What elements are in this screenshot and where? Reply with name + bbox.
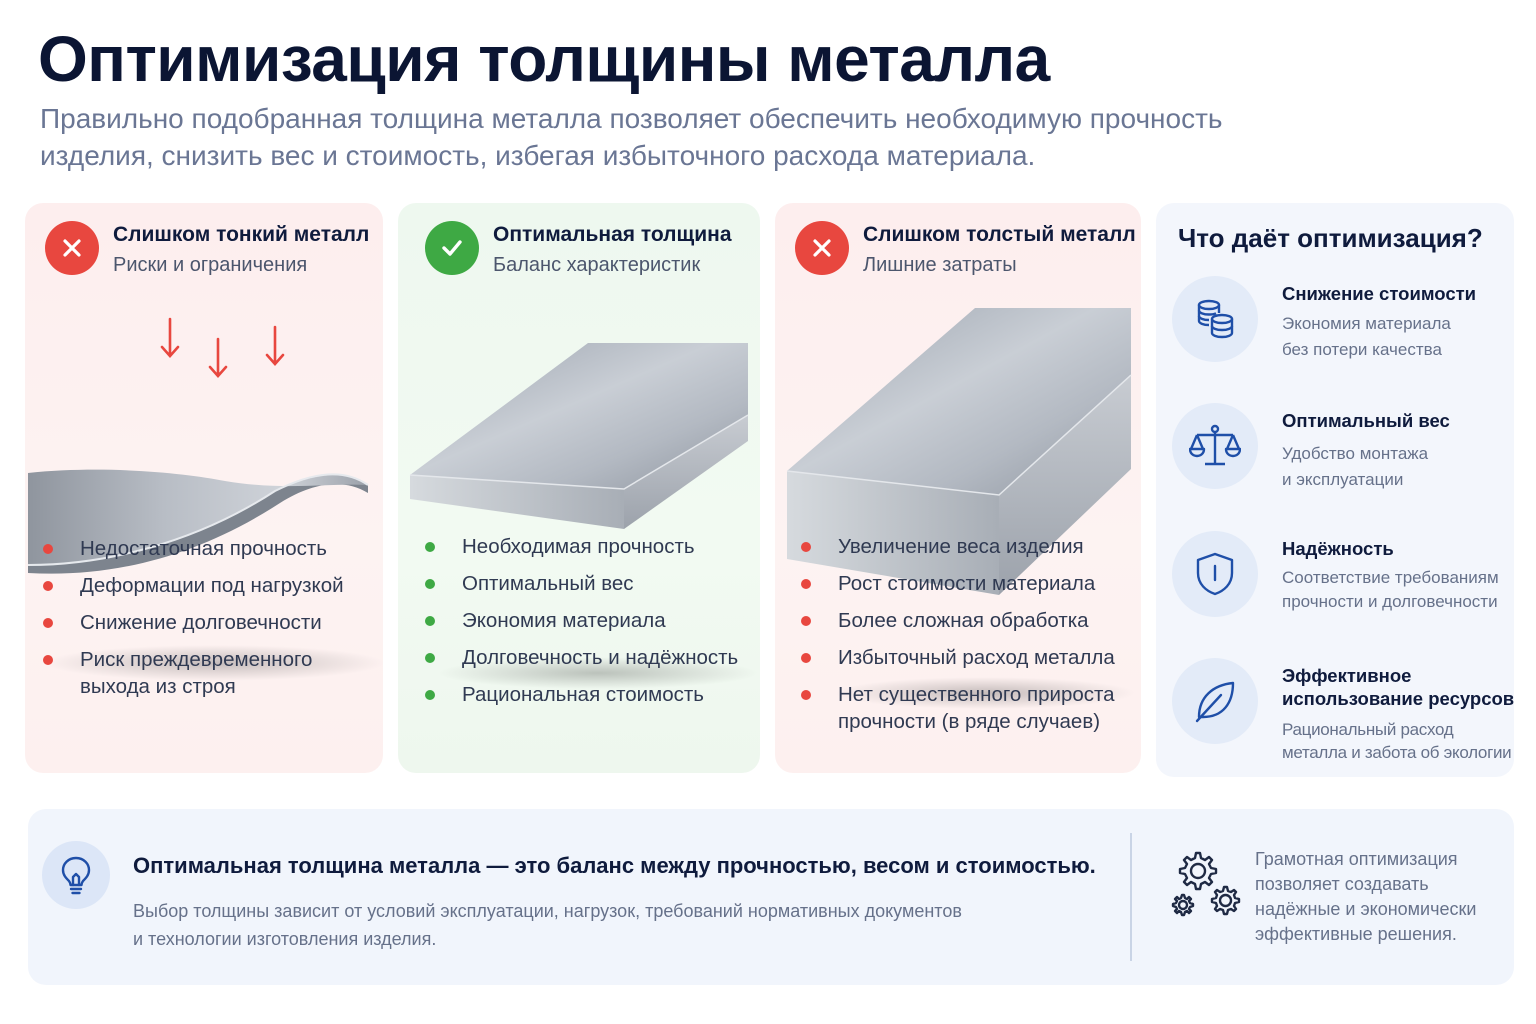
page-title: Оптимизация толщины металла	[38, 23, 1050, 95]
summary-right-text: Грамотная оптимизация позволяет создавать надёжные и экономически эффективные решения.	[1255, 849, 1477, 944]
bullet-list	[43, 535, 344, 710]
load-arrows	[162, 319, 283, 376]
list-item: Избыточный расход металла	[801, 644, 1115, 671]
list-item: Недостаточная прочность	[43, 535, 344, 562]
bullet-list	[425, 533, 738, 718]
bullet-list	[801, 533, 1115, 745]
benefit-title: Снижение стоимости	[1282, 283, 1477, 304]
card-header	[795, 221, 1136, 277]
lightbulb-icon	[42, 841, 110, 909]
list-item: Риск преждевременного выхода из строя	[43, 646, 344, 700]
card-header	[45, 221, 369, 277]
benefit-desc: Рациональный расход металла и забота об экологии	[1282, 720, 1512, 762]
cross-icon	[795, 221, 849, 275]
list-item: Деформации под нагрузкой	[43, 572, 344, 599]
card-title: Слишком тонкий металл	[113, 223, 370, 246]
list-item: Увеличение веса изделия	[801, 533, 1115, 560]
list-item: Нет существенного прироста прочности (в ряде случаев)	[801, 681, 1115, 735]
scales-icon	[1172, 403, 1258, 489]
card-header	[425, 221, 732, 277]
card-subtitle: Риски и ограничения	[113, 254, 308, 276]
benefit-title: Надёжность	[1282, 538, 1394, 559]
benefit-title: Эффективное использование ресурсов	[1282, 665, 1515, 709]
coins-icon	[1172, 276, 1258, 362]
card-title: Оптимальная толщина	[493, 223, 732, 246]
list-item: Долговечность и надёжность	[425, 644, 738, 671]
benefit-title: Оптимальный вес	[1282, 410, 1450, 431]
subtitle-line: изделия, снизить вес и стоимость, избегая избыточного расхода материала.	[40, 140, 1036, 171]
list-item: Более сложная обработка	[801, 607, 1115, 634]
benefit-desc: Соответствие требованиям прочности и долговечности	[1282, 568, 1499, 611]
summary-text: Выбор толщины зависит от условий эксплуатации, нагрузок, требований нормативных документов и технологии изготовления изделия.	[133, 901, 962, 949]
summary-title: Оптимальная толщина металла — это баланс между прочностью, весом и стоимостью.	[133, 853, 1096, 878]
benefit-desc: Экономия материала без потери качества	[1282, 314, 1451, 359]
list-item: Снижение долговечности	[43, 609, 344, 636]
list-item: Экономия материала	[425, 607, 738, 634]
list-item: Необходимая прочность	[425, 533, 738, 560]
gears-icon	[1168, 849, 1248, 929]
card-too-thin	[25, 203, 383, 773]
card-too-thick	[775, 203, 1141, 773]
cross-icon	[45, 221, 99, 275]
list-item: Оптимальный вес	[425, 570, 738, 597]
shield-icon	[1172, 531, 1258, 617]
benefits-title: Что даёт оптимизация?	[1178, 223, 1483, 253]
subtitle-line: Правильно подобранная толщина металла позволяет обеспечить необходимую прочность	[40, 103, 1223, 134]
leaf-icon	[1172, 658, 1258, 744]
benefit-desc: Удобство монтажа и эксплуатации	[1282, 444, 1429, 489]
card-optimal	[398, 203, 760, 773]
list-item: Рост стоимости материала	[801, 570, 1115, 597]
check-icon	[425, 221, 479, 275]
card-subtitle: Баланс характеристик	[493, 254, 701, 276]
page-subtitle	[40, 100, 1370, 174]
benefits-panel	[1156, 203, 1514, 777]
card-title: Слишком толстый металл	[863, 223, 1136, 246]
list-item: Рациональная стоимость	[425, 681, 738, 708]
summary-banner	[28, 809, 1514, 985]
card-subtitle: Лишние затраты	[863, 254, 1017, 276]
divider	[1130, 833, 1132, 961]
